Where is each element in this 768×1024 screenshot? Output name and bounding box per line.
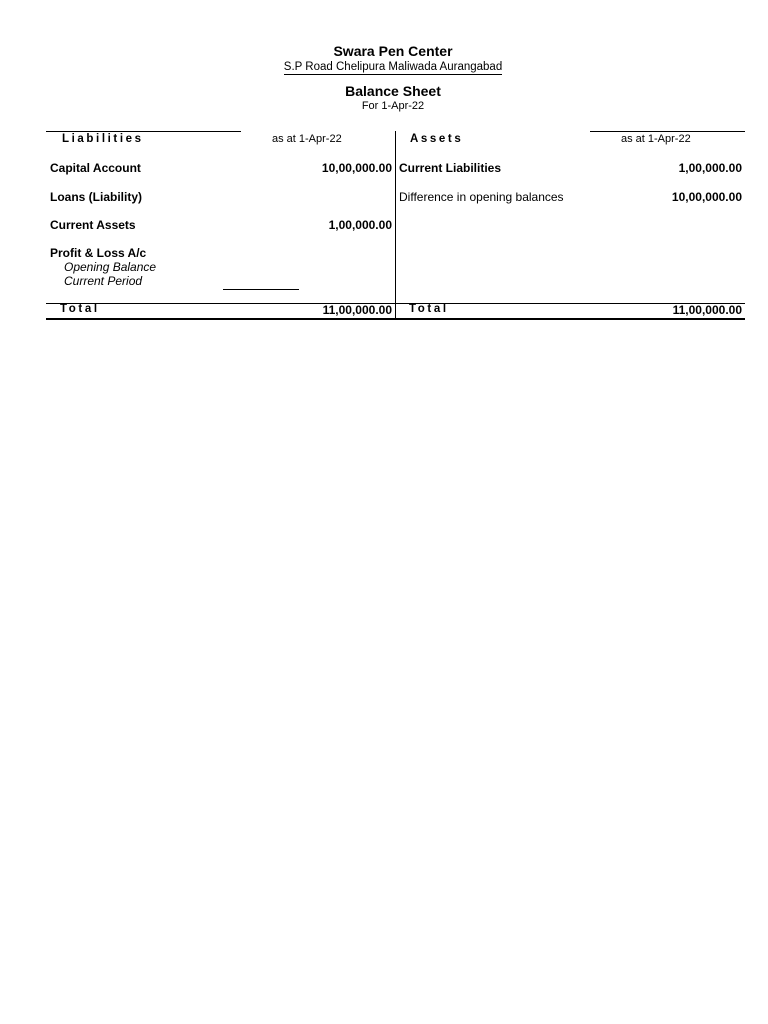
liability-row-label: Profit & Loss A/c [50, 246, 147, 260]
asset-row-label: Current Liabilities [399, 161, 502, 175]
report-title: Balance Sheet [345, 83, 441, 99]
liability-row-label: Loans (Liability) [50, 190, 143, 204]
assets-date-label: as at 1-Apr-22 [621, 133, 691, 145]
liabilities-total-label: Total [60, 303, 100, 315]
liabilities-heading: Liabilities [62, 133, 144, 145]
liabilities-total-amount: 11,00,000.00 [322, 303, 392, 317]
asset-row-label: Difference in opening balances [399, 190, 564, 204]
assets-total-label: Total [409, 303, 449, 315]
column-divider [395, 131, 396, 319]
asset-row-amount: 10,00,000.00 [671, 190, 742, 204]
report-period: For 1-Apr-22 [361, 100, 425, 112]
total-bottom-rule [46, 318, 745, 320]
total-top-rule [46, 303, 745, 304]
liability-row-label: Current Assets [50, 218, 136, 232]
table-top-rule-assets [590, 131, 745, 132]
pl-subrow-current: Current Period [64, 274, 143, 288]
company-address [0, 61, 768, 73]
assets-heading: Assets [410, 133, 464, 145]
company-name: Swara Pen Center [333, 43, 453, 59]
company-address-text: S.P Road Chelipura Maliwada Aurangabad [283, 61, 503, 73]
asset-row-amount: 1,00,000.00 [678, 161, 742, 175]
pl-subrow-opening: Opening Balance [64, 260, 157, 274]
liability-row-label: Capital Account [50, 161, 141, 175]
pl-subtotal-rule [223, 289, 299, 290]
liability-row-amount: 1,00,000.00 [328, 218, 392, 232]
table-top-rule-liabilities [46, 131, 241, 132]
assets-total-amount: 11,00,000.00 [672, 303, 742, 317]
liability-row-amount: 10,00,000.00 [321, 161, 392, 175]
liabilities-date-label: as at 1-Apr-22 [272, 133, 342, 145]
